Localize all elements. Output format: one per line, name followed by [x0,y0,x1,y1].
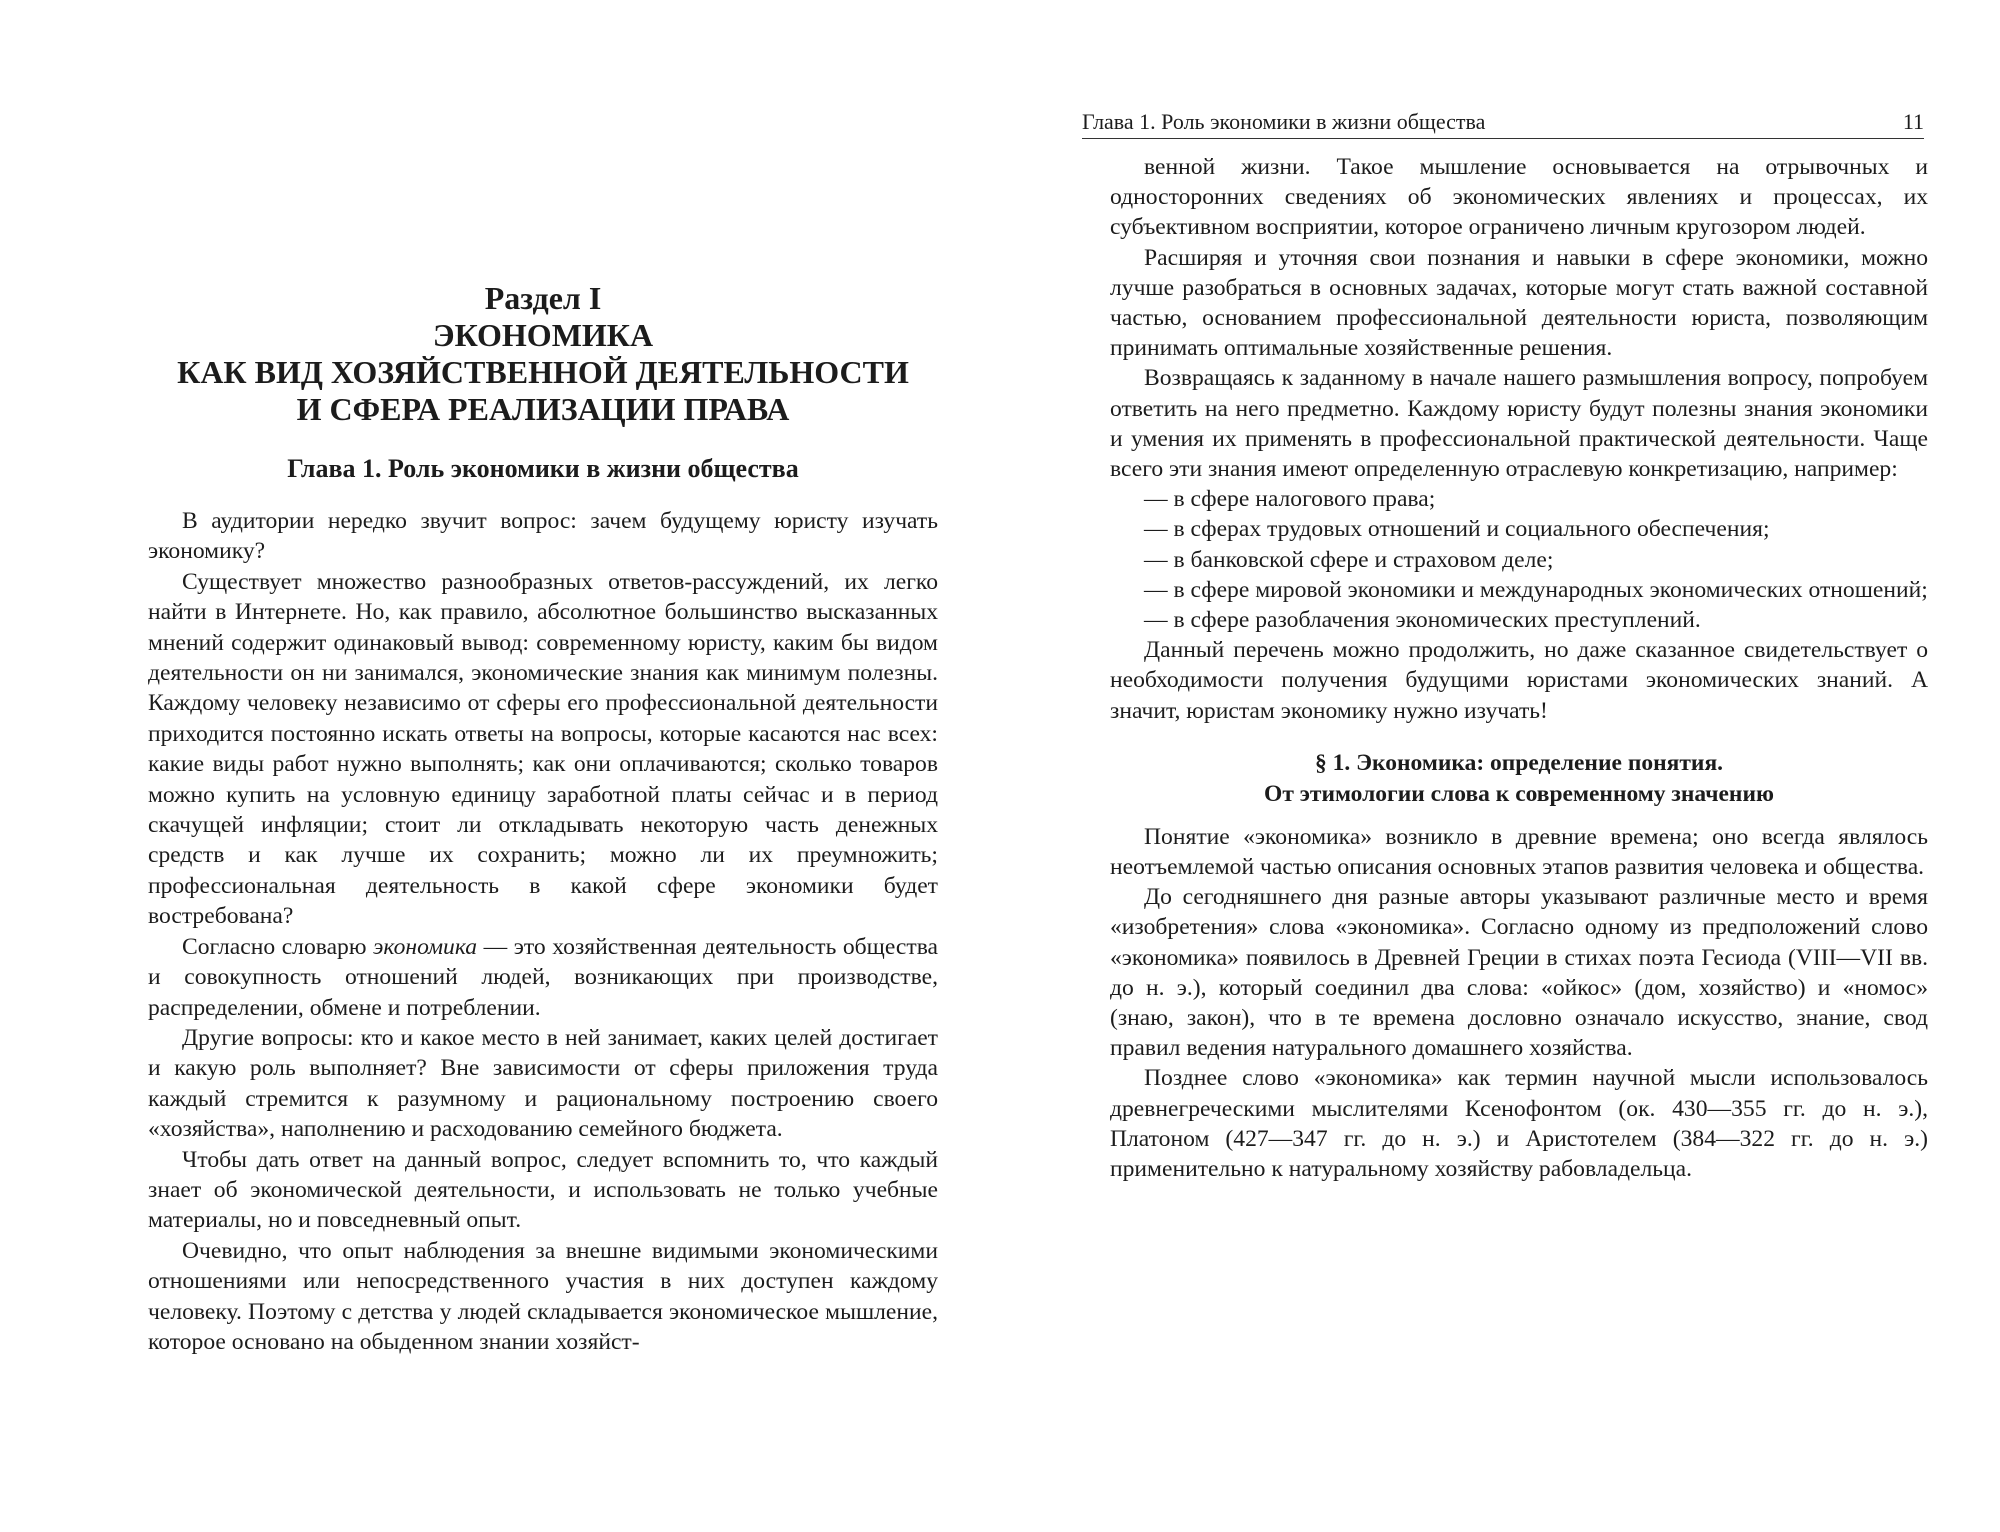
list-item: — в сфере мировой экономики и международных экономических отношений; [1144,576,1928,603]
right-page-text [1110,152,1928,1184]
chapter-title: Глава 1. Роль экономики в жизни общества [287,454,799,483]
paragraph: До сегодняшнего дня разные авторы указывают различные место и время «изобретения» слова «экономика». Согласно одному из предположений слово «экономика» появилось в Древней Греции в стихах поэта Гесиода (VIII—VII вв. до н. э.), который соединил два слова: «ойкос» (дом, хозяйство) и «номос» (знаю, закон), что в те времена дословно означало искусство, знание, свод правил ведения натурального домашнего хозяйства. [1110,884,1928,1062]
page-number: 11 [1902,109,1924,134]
subsection-title-line: § 1. Экономика: определение понятия. [1314,749,1724,776]
paragraph: Данный перечень можно продолжить, но даже сказанное свидетельствует о необходимости получения будущими юристами экономических знаний. А значит, юристам экономику нужно изучать! [1110,637,1928,724]
running-head [1082,108,1924,139]
paragraph: Другие вопросы: кто и какое место в ней занимает, каких целей достигает и какую роль выполняет? Вне зависимости от сферы приложения труда каждый стремится к разумному и рациональному построению своего «хозяйства», наполнению и расходованию семейного бюджета. [148,1024,938,1143]
left-page-text [148,280,938,1357]
subsection-heading [1110,748,1928,810]
list-item: — в банковской сфере и страховом деле; [1144,546,1554,573]
section-title-line: КАК ВИД ХОЗЯЙСТВЕННОЙ ДЕЯТЕЛЬНОСТИ [177,354,909,390]
paragraph: Позднее слово «экономика» как термин научной мысли использовалось древнегреческими мыслителями Ксенофонтом (ок. 430—355 гг. до н. э.), Платоном (427—347 гг. до н. э.) и Аристотелем (384—322 гг. до н. э.) применительно к натуральному хозяйству рабовладельца. [1110,1065,1928,1183]
list-item: — в сфере налогового права; [1144,486,1436,513]
definition-lead: Согласно словарю [182,933,374,960]
definition-paragraph [148,932,938,1023]
list-item: — в сфере разоблачения экономических преступлений. [1144,607,1701,634]
paragraph: Чтобы дать ответ на данный вопрос, следует вспомнить то, что каждый знает об экономической деятельности, и использовать не только учебные материалы, но и повседневный опыт. [148,1146,938,1234]
section-heading [148,280,938,428]
section-number: Раздел I [484,280,602,316]
paragraph: Понятие «экономика» возникло в древние времена; оно всегда являлось неотъемлемой частью описания основных этапов развития человека и общества. [1110,823,1928,881]
section-title-line: И СФЕРА РЕАЛИЗАЦИИ ПРАВА [296,391,790,427]
paragraph: венной жизни. Такое мышление основывается на отрывочных и односторонних сведениях об экономических явлениях и процессах, их субъективном восприятии, которое ограничено личным кругозором людей. [1110,154,1928,241]
paragraph: Очевидно, что опыт наблюдения за внешне видимыми экономическими отношениями или непосредственного участия в них доступен каждому человеку. Поэтому с детства у людей складывается экономическое мышление, которое основано на обыденном знании хозяйст- [148,1237,938,1355]
paragraph: Расширяя и уточняя свои познания и навыки в сфере экономики, можно лучше разобраться в основных задачах, которые могут стать важной составной частью, основанием профессиональной деятельности юриста, позволяющим принимать оптимальные хозяйственные решения. [1110,244,1928,362]
running-head-title: Глава 1. Роль экономики в жизни общества [1082,109,1486,134]
paragraph: В аудитории нередко звучит вопрос: зачем будущему юристу изучать экономику? [148,508,938,565]
paragraph: Существует множество разнообразных ответов-рассуждений, их легко найти в Интернете. Но, как правило, абсолютное большинство высказанных мнений содержит одинаковый вывод: современному юристу, каким бы видом деятельности он ни занимался, экономические знания как минимум полезны. Каждому человеку независимо от сферы его профессиональной деятельности приходится постоянно искать ответы на вопросы, которые касаются нас всех: какие виды работ нужно выполнять; как они оплачиваются; сколько товаров можно купить на условную единицу заработной платы сейчас и в период скачущей инфляции; стоит ли откладывать некоторую часть денежных средств и как лучше их сохранить; можно ли их преумножить; профессиональная деятельность в какой сфере экономики будет востребована? [148,568,938,930]
paragraph: Возвращаясь к заданному в начале нашего размышления вопросу, попробуем ответить на него предметно. Каждому юристу будут полезны знания экономики и умения их применять в профессиональной практической деятельности. Чаще всего эти знания имеют определенную отраслевую конкретизацию, например: [1110,365,1928,483]
section-title-line: ЭКОНОМИКА [432,317,654,353]
list-item: — в сферах трудовых отношений и социального обеспечения; [1144,516,1770,543]
subsection-title-line: От этимологии слова к современному значению [1264,780,1774,807]
defined-term: экономика [373,933,478,960]
definition-text: — это хозяйственная деятельность общества и совокупность отношений людей, возникающих при производстве, распределении, обмене и потреблении. [148,933,938,1021]
